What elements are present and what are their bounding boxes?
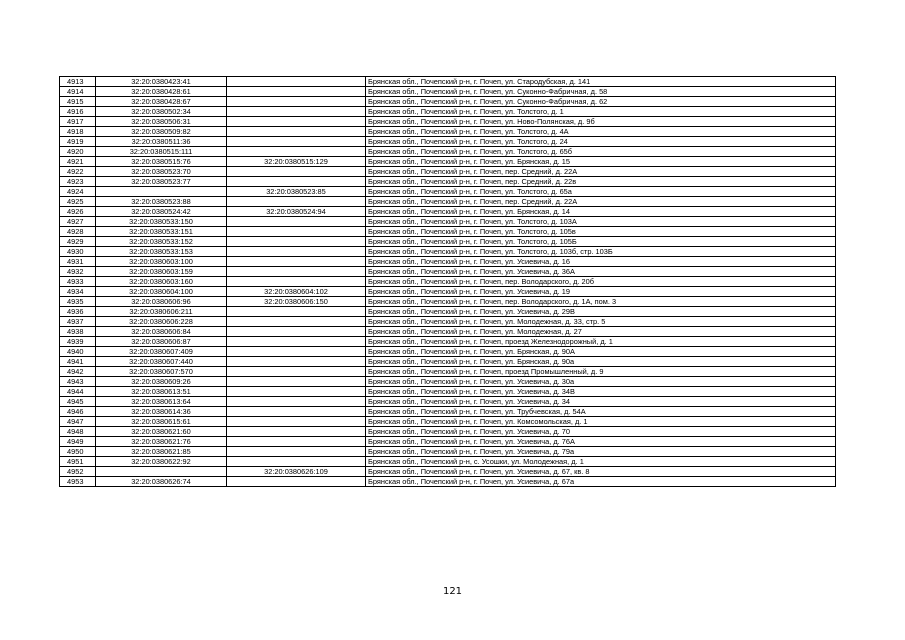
property-table [59, 76, 836, 487]
row-number-cell: 4951 [60, 457, 96, 467]
row-number-cell: 4914 [60, 87, 96, 97]
table-row [60, 477, 836, 487]
address-cell: Брянская обл., Почепский р-н, г. Почеп, ул. Стародубская, д. 141 [366, 77, 836, 87]
row-number-cell: 4918 [60, 127, 96, 137]
cadastral-number-cell: 32:20:0380606:228 [96, 317, 227, 327]
table-row [60, 377, 836, 387]
related-cadastral-number-cell [227, 247, 366, 257]
address-cell: Брянская обл., Почепский р-н, г. Почеп, ул. Усиевича, д. 34 [366, 397, 836, 407]
table-row [60, 447, 836, 457]
address-cell: Брянская обл., Почепский р-н, г. Почеп, ул. Толстого, д. 65а [366, 187, 836, 197]
related-cadastral-number-cell: 32:20:0380515:129 [227, 157, 366, 167]
related-cadastral-number-cell [227, 417, 366, 427]
row-number-cell: 4932 [60, 267, 96, 277]
related-cadastral-number-cell: 32:20:0380604:102 [227, 287, 366, 297]
row-number-cell: 4936 [60, 307, 96, 317]
related-cadastral-number-cell [227, 307, 366, 317]
related-cadastral-number-cell [227, 97, 366, 107]
cadastral-number-cell: 32:20:0380606:96 [96, 297, 227, 307]
table-row [60, 337, 836, 347]
address-cell: Брянская обл., Почепский р-н, г. Почеп, пер. Средний, д. 22в [366, 177, 836, 187]
address-cell: Брянская обл., Почепский р-н, г. Почеп, ул. Толстого, д. 65б [366, 147, 836, 157]
table-row [60, 397, 836, 407]
cadastral-number-cell: 32:20:0380523:70 [96, 167, 227, 177]
cadastral-number-cell: 32:20:0380515:76 [96, 157, 227, 167]
address-cell: Брянская обл., Почепский р-н, г. Почеп, ул. Брянская, д. 15 [366, 157, 836, 167]
related-cadastral-number-cell [227, 447, 366, 457]
address-cell: Брянская обл., Почепский р-н, г. Почеп, ул. Молодежная, д. 27 [366, 327, 836, 337]
address-cell: Брянская обл., Почепский р-н, г. Почеп, ул. Усиевича, д. 34В [366, 387, 836, 397]
cadastral-number-cell: 32:20:0380604:100 [96, 287, 227, 297]
related-cadastral-number-cell [227, 117, 366, 127]
row-number-cell: 4927 [60, 217, 96, 227]
related-cadastral-number-cell [227, 127, 366, 137]
cadastral-number-cell: 32:20:0380613:64 [96, 397, 227, 407]
table-row [60, 127, 836, 137]
address-cell: Брянская обл., Почепский р-н, г. Почеп, ул. Усиевича, д. 36А [366, 267, 836, 277]
table-row [60, 197, 836, 207]
related-cadastral-number-cell [227, 197, 366, 207]
row-number-cell: 4922 [60, 167, 96, 177]
table-row [60, 277, 836, 287]
related-cadastral-number-cell [227, 377, 366, 387]
address-cell: Брянская обл., Почепский р-н, г. Почеп, проезд Промышленный, д. 9 [366, 367, 836, 377]
related-cadastral-number-cell [227, 337, 366, 347]
address-cell: Брянская обл., Почепский р-н, г. Почеп, ул. Усиевича, д. 16 [366, 257, 836, 267]
address-cell: Брянская обл., Почепский р-н, г. Почеп, пер. Средний, д. 22А [366, 197, 836, 207]
row-number-cell: 4937 [60, 317, 96, 327]
related-cadastral-number-cell [227, 277, 366, 287]
row-number-cell: 4928 [60, 227, 96, 237]
row-number-cell: 4935 [60, 297, 96, 307]
table-row [60, 317, 836, 327]
address-cell: Брянская обл., Почепский р-н, г. Почеп, ул. Брянская, д. 14 [366, 207, 836, 217]
related-cadastral-number-cell [227, 107, 366, 117]
cadastral-number-cell: 32:20:0380603:159 [96, 267, 227, 277]
address-cell: Брянская обл., Почепский р-н, г. Почеп, ул. Молодежная, д. 33, стр. 5 [366, 317, 836, 327]
address-cell: Брянская обл., Почепский р-н, г. Почеп, ул. Усиевича, д. 76А [366, 437, 836, 447]
related-cadastral-number-cell [227, 327, 366, 337]
table-row [60, 207, 836, 217]
row-number-cell: 4940 [60, 347, 96, 357]
row-number-cell: 4949 [60, 437, 96, 447]
cadastral-number-cell: 32:20:0380621:85 [96, 447, 227, 457]
cadastral-number-cell: 32:20:0380509:82 [96, 127, 227, 137]
table-row [60, 187, 836, 197]
related-cadastral-number-cell [227, 137, 366, 147]
table-row [60, 77, 836, 87]
row-number-cell: 4945 [60, 397, 96, 407]
table-row [60, 467, 836, 477]
address-cell: Брянская обл., Почепский р-н, г. Почеп, ул. Толстого, д. 105Б [366, 237, 836, 247]
row-number-cell: 4921 [60, 157, 96, 167]
table-row [60, 267, 836, 277]
table-body [60, 77, 836, 487]
cadastral-number-cell: 32:20:0380607:409 [96, 347, 227, 357]
cadastral-number-cell: 32:20:0380523:88 [96, 197, 227, 207]
cadastral-number-cell [96, 467, 227, 477]
related-cadastral-number-cell [227, 427, 366, 437]
address-cell: Брянская обл., Почепский р-н, г. Почеп, ул. Толстого, д. 24 [366, 137, 836, 147]
cadastral-number-cell: 32:20:0380533:153 [96, 247, 227, 257]
row-number-cell: 4934 [60, 287, 96, 297]
page-number: 121 [442, 586, 463, 597]
cadastral-number-cell: 32:20:0380609:26 [96, 377, 227, 387]
related-cadastral-number-cell [227, 217, 366, 227]
table-row [60, 137, 836, 147]
row-number-cell: 4919 [60, 137, 96, 147]
row-number-cell: 4939 [60, 337, 96, 347]
cadastral-number-cell: 32:20:0380603:160 [96, 277, 227, 287]
address-cell: Брянская обл., Почепский р-н, г. Почеп, ул. Усиевича, д. 29В [366, 307, 836, 317]
row-number-cell: 4913 [60, 77, 96, 87]
address-cell: Брянская обл., Почепский р-н, г. Почеп, ул. Усиевича, д. 19 [366, 287, 836, 297]
related-cadastral-number-cell [227, 437, 366, 447]
cadastral-number-cell [96, 187, 227, 197]
related-cadastral-number-cell [227, 407, 366, 417]
address-cell: Брянская обл., Почепский р-н, г. Почеп, ул. Толстого, д. 4А [366, 127, 836, 137]
related-cadastral-number-cell [227, 167, 366, 177]
cadastral-number-cell: 32:20:0380502:34 [96, 107, 227, 117]
row-number-cell: 4917 [60, 117, 96, 127]
cadastral-number-cell: 32:20:0380523:77 [96, 177, 227, 187]
cadastral-number-cell: 32:20:0380621:76 [96, 437, 227, 447]
table-row [60, 327, 836, 337]
table-row [60, 217, 836, 227]
table-row [60, 287, 836, 297]
row-number-cell: 4915 [60, 97, 96, 107]
table-row [60, 247, 836, 257]
table-row [60, 107, 836, 117]
row-number-cell: 4920 [60, 147, 96, 157]
table-row [60, 237, 836, 247]
related-cadastral-number-cell [227, 477, 366, 487]
related-cadastral-number-cell [227, 77, 366, 87]
table-row [60, 147, 836, 157]
related-cadastral-number-cell [227, 237, 366, 247]
address-cell: Брянская обл., Почепский р-н, г. Почеп, ул. Толстого, д. 1 [366, 107, 836, 117]
related-cadastral-number-cell [227, 87, 366, 97]
address-cell: Брянская обл., Почепский р-н, г. Почеп, ул. Толстого, д. 105в [366, 227, 836, 237]
cadastral-number-cell: 32:20:0380621:60 [96, 427, 227, 437]
table-row [60, 357, 836, 367]
cadastral-number-cell: 32:20:0380515:111 [96, 147, 227, 157]
cadastral-number-cell: 32:20:0380533:152 [96, 237, 227, 247]
address-cell: Брянская обл., Почепский р-н, г. Почеп, проезд Железнодорожный, д. 1 [366, 337, 836, 347]
cadastral-number-cell: 32:20:0380606:84 [96, 327, 227, 337]
table-row [60, 307, 836, 317]
row-number-cell: 4916 [60, 107, 96, 117]
cadastral-number-cell: 32:20:0380423:41 [96, 77, 227, 87]
row-number-cell: 4941 [60, 357, 96, 367]
row-number-cell: 4952 [60, 467, 96, 477]
table-row [60, 117, 836, 127]
address-cell: Брянская обл., Почепский р-н, г. Почеп, ул. Брянская, д. 90А [366, 347, 836, 357]
table-row [60, 347, 836, 357]
cadastral-number-cell: 32:20:0380524:42 [96, 207, 227, 217]
related-cadastral-number-cell [227, 397, 366, 407]
cadastral-number-cell: 32:20:0380428:67 [96, 97, 227, 107]
address-cell: Брянская обл., Почепский р-н, г. Почеп, ул. Усиевича, д. 70 [366, 427, 836, 437]
cadastral-number-cell: 32:20:0380533:151 [96, 227, 227, 237]
related-cadastral-number-cell [227, 267, 366, 277]
cadastral-number-cell: 32:20:0380613:51 [96, 387, 227, 397]
address-cell: Брянская обл., Почепский р-н, г. Почеп, ул. Усиевича, д. 67а [366, 477, 836, 487]
related-cadastral-number-cell: 32:20:0380606:150 [227, 297, 366, 307]
table-row [60, 457, 836, 467]
address-cell: Брянская обл., Почепский р-н, г. Почеп, ул. Суконно-Фабричная, д. 58 [366, 87, 836, 97]
row-number-cell: 4943 [60, 377, 96, 387]
row-number-cell: 4931 [60, 257, 96, 267]
row-number-cell: 4930 [60, 247, 96, 257]
row-number-cell: 4942 [60, 367, 96, 377]
address-cell: Брянская обл., Почепский р-н, г. Почеп, ул. Ново-Полянская, д. 9б [366, 117, 836, 127]
row-number-cell: 4926 [60, 207, 96, 217]
row-number-cell: 4929 [60, 237, 96, 247]
address-cell: Брянская обл., Почепский р-н, г. Почеп, пер. Володарского, д. 20б [366, 277, 836, 287]
table-row [60, 167, 836, 177]
row-number-cell: 4953 [60, 477, 96, 487]
related-cadastral-number-cell [227, 347, 366, 357]
related-cadastral-number-cell [227, 317, 366, 327]
table-row [60, 437, 836, 447]
address-cell: Брянская обл., Почепский р-н, г. Почеп, ул. Трубчевская, д. 54А [366, 407, 836, 417]
row-number-cell: 4948 [60, 427, 96, 437]
related-cadastral-number-cell [227, 227, 366, 237]
cadastral-number-cell: 32:20:0380615:61 [96, 417, 227, 427]
table-row [60, 87, 836, 97]
cadastral-number-cell: 32:20:0380614:36 [96, 407, 227, 417]
related-cadastral-number-cell: 32:20:0380523:85 [227, 187, 366, 197]
row-number-cell: 4938 [60, 327, 96, 337]
cadastral-number-cell: 32:20:0380511:36 [96, 137, 227, 147]
address-cell: Брянская обл., Почепский р-н, г. Почеп, ул. Суконно-Фабричная, д. 62 [366, 97, 836, 107]
table-row [60, 97, 836, 107]
table-row [60, 257, 836, 267]
table-row [60, 367, 836, 377]
cadastral-number-cell: 32:20:0380607:440 [96, 357, 227, 367]
table-row [60, 407, 836, 417]
table-row [60, 427, 836, 437]
row-number-cell: 4950 [60, 447, 96, 457]
row-number-cell: 4925 [60, 197, 96, 207]
related-cadastral-number-cell [227, 387, 366, 397]
related-cadastral-number-cell [227, 177, 366, 187]
address-cell: Брянская обл., Почепский р-н, г. Почеп, ул. Комсомольская, д. 1 [366, 417, 836, 427]
address-cell: Брянская обл., Почепский р-н, г. Почеп, ул. Толстого, д. 103А [366, 217, 836, 227]
cadastral-number-cell: 32:20:0380607:570 [96, 367, 227, 377]
row-number-cell: 4946 [60, 407, 96, 417]
address-cell: Брянская обл., Почепский р-н, г. Почеп, ул. Толстого, д. 103б, стр. 103Б [366, 247, 836, 257]
cadastral-number-cell: 32:20:0380606:87 [96, 337, 227, 347]
table-row [60, 417, 836, 427]
related-cadastral-number-cell [227, 367, 366, 377]
cadastral-number-cell: 32:20:0380603:100 [96, 257, 227, 267]
address-cell: Брянская обл., Почепский р-н, г. Почеп, пер. Средний, д. 22А [366, 167, 836, 177]
address-cell: Брянская обл., Почепский р-н, г. Почеп, ул. Усиевича, д. 30а [366, 377, 836, 387]
row-number-cell: 4924 [60, 187, 96, 197]
cadastral-number-cell: 32:20:0380622:92 [96, 457, 227, 467]
cadastral-number-cell: 32:20:0380506:31 [96, 117, 227, 127]
cadastral-number-cell: 32:20:0380626:74 [96, 477, 227, 487]
row-number-cell: 4923 [60, 177, 96, 187]
address-cell: Брянская обл., Почепский р-н, г. Почеп, пер. Володарского, д. 1А, пом. 3 [366, 297, 836, 307]
related-cadastral-number-cell: 32:20:0380524:94 [227, 207, 366, 217]
related-cadastral-number-cell [227, 457, 366, 467]
related-cadastral-number-cell [227, 147, 366, 157]
cadastral-number-cell: 32:20:0380606:211 [96, 307, 227, 317]
row-number-cell: 4933 [60, 277, 96, 287]
address-cell: Брянская обл., Почепский р-н, г. Почеп, ул. Усиевича, д. 79а [366, 447, 836, 457]
row-number-cell: 4944 [60, 387, 96, 397]
related-cadastral-number-cell: 32:20:0380626:109 [227, 467, 366, 477]
row-number-cell: 4947 [60, 417, 96, 427]
table-row [60, 157, 836, 167]
address-cell: Брянская обл., Почепский р-н, г. Почеп, ул. Усиевича, д. 67, кв. 8 [366, 467, 836, 477]
related-cadastral-number-cell [227, 257, 366, 267]
table-row [60, 297, 836, 307]
related-cadastral-number-cell [227, 357, 366, 367]
cadastral-number-cell: 32:20:0380428:61 [96, 87, 227, 97]
address-cell: Брянская обл., Почепский р-н, с. Усошки, ул. Молодежная, д. 1 [366, 457, 836, 467]
table-row [60, 177, 836, 187]
address-cell: Брянская обл., Почепский р-н, г. Почеп, ул. Брянская, д. 90а [366, 357, 836, 367]
table-row [60, 387, 836, 397]
table-row [60, 227, 836, 237]
cadastral-number-cell: 32:20:0380533:150 [96, 217, 227, 227]
